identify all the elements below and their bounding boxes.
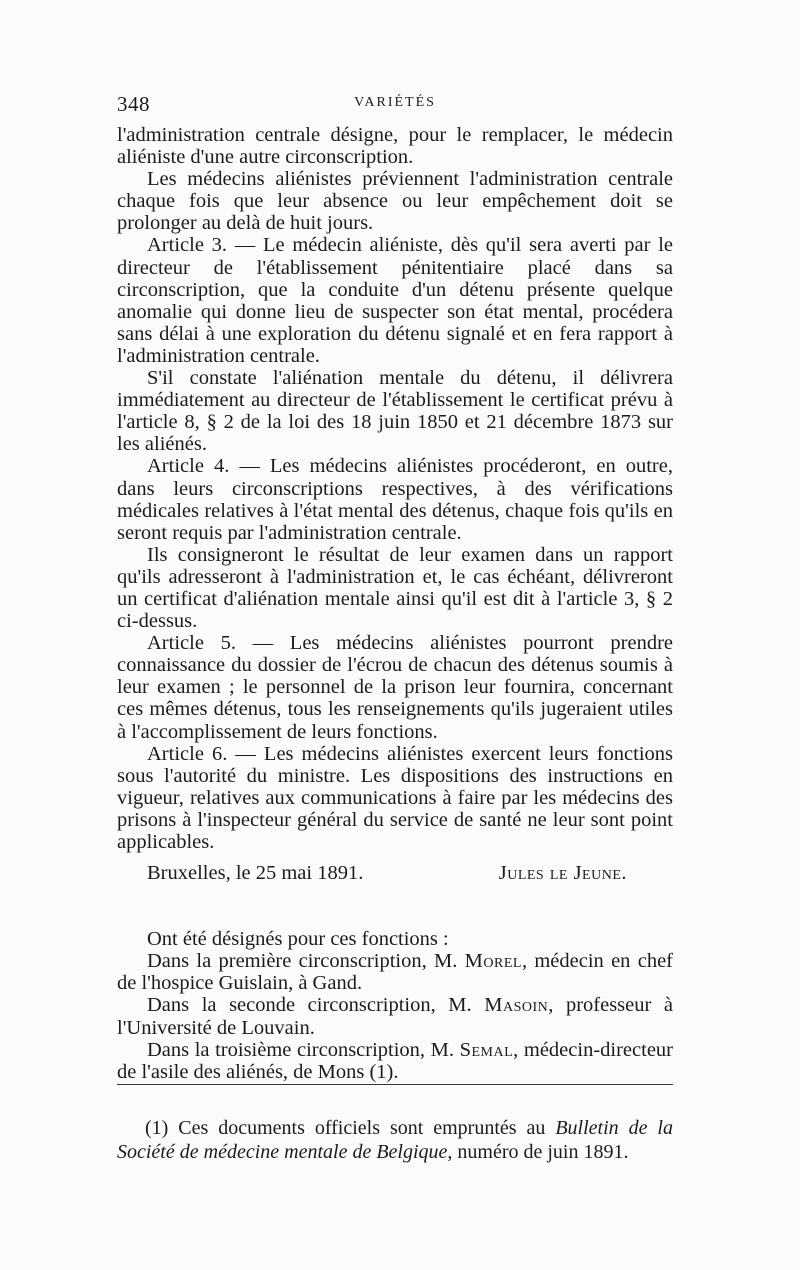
footnote: (1) Ces documents officiels sont empruntés au Bulletin de la Société de médecine mentale de Belgique, numéro de juin 1891. bbox=[117, 1117, 673, 1163]
appointee-name: Morel bbox=[464, 950, 522, 973]
appointee-name: Masoin bbox=[484, 994, 549, 1017]
running-title: VARIÉTÉS bbox=[354, 95, 436, 110]
page-number: 348 bbox=[117, 92, 150, 116]
appointment-item: Dans la première circonscription, M. Morel, médecin en chef de l'hospice Guislain, à Gand. bbox=[117, 950, 673, 995]
footnote-source-title: Bulletin de la Société de médecine mentale de Belgique bbox=[117, 1117, 673, 1163]
signatory-name: Jules le Jeune. bbox=[498, 862, 627, 885]
signature-line bbox=[117, 862, 673, 884]
body-text bbox=[117, 124, 673, 1083]
place-date: Bruxelles, le 25 mai 1891. bbox=[147, 862, 364, 885]
paragraph: l'administration centrale désigne, pour le remplacer, le médecin aliéniste d'une autre circonscription. bbox=[117, 124, 673, 169]
footnote-divider bbox=[117, 1084, 673, 1085]
paragraph: Les médecins aliénistes préviennent l'administration centrale chaque fois que leur absence ou leur empêchement doit se prolonger au delà de huit jours. bbox=[117, 168, 673, 235]
appointee-name: Semal bbox=[459, 1038, 514, 1061]
appointment-item: Dans la seconde circonscription, M. Masoin, professeur à l'Université de Louvain. bbox=[117, 994, 673, 1039]
appointments-intro: Ont été désignés pour ces fonctions : bbox=[147, 928, 449, 951]
paragraph-article-3: Article 3. — Le médecin aliéniste, dès qu'il sera averti par le directeur de l'établissement pénitentiaire placé dans sa circonscription, que la conduite d'un détenu présente quelque anomalie qui donne lieu de suspecter son état mental, procédera sans délai à une exploration du détenu signalé et en fera rapport à l'administration centrale. bbox=[117, 234, 673, 367]
paragraph-article-4: Article 4. — Les médecins aliénistes procéderont, en outre, dans leurs circonscriptions respectives, à des vérifications médicales relatives à l'état mental des détenus, chaque fois qu'ils en seront requis par l'administration centrale. bbox=[117, 455, 673, 544]
appointment-item: Dans la troisième circonscription, M. Semal, médecin-directeur de l'asile des aliénés, de Mons (1). bbox=[117, 1038, 673, 1083]
paragraph-article-6: Article 6. — Les médecins aliénistes exercent leurs fonctions sous l'autorité du ministre. Les dispositions des instructions en vigueur, relatives aux communications à faire par les médecins des prisons à l'inspecteur général du service de santé ne leur sont point applicables. bbox=[117, 742, 673, 853]
paragraph: S'il constate l'aliénation mentale du détenu, il délivrera immédiatement au directeur de l'établissement le certificat prévu à l'article 8, § 2 de la loi des 18 juin 1850 et 21 décembre 1873 sur les aliénés. bbox=[117, 367, 673, 456]
page-header bbox=[117, 92, 673, 122]
paragraph-article-5: Article 5. — Les médecins aliénistes pourront prendre connaissance du dossier de l'écrou de chacun des détenus soumis à leur examen ; le personnel de la prison leur fournira, concernant ces mêmes détenus, tous les renseignements qu'ils jugeraient utiles à l'accomplissement de leurs fonctions. bbox=[117, 632, 673, 743]
paragraph: Ils consigneront le résultat de leur examen dans un rapport qu'ils adresseront à l'administration et, le cas échéant, délivreront un certificat d'aliénation mentale ainsi qu'il est dit à l'article 3, § 2 ci-dessus. bbox=[117, 543, 673, 633]
